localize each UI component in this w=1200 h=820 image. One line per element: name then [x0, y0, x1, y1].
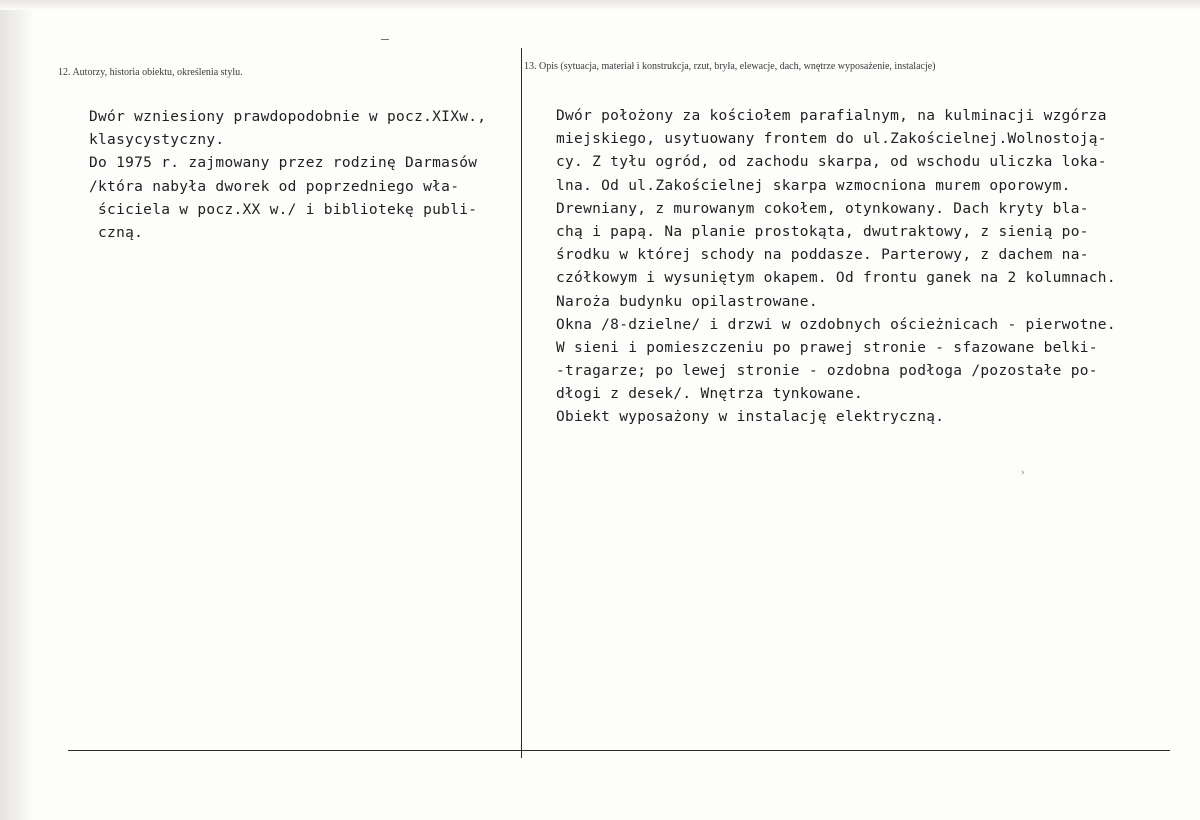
history-line: klasycystyczny. — [89, 132, 225, 149]
description-line: Dwór położony za kościołem parafialnym, na kulminacji wzgórza — [556, 108, 1107, 124]
description-line: -tragarze; po lewej stronie - ozdobna podłoga /pozostałe po- — [556, 363, 1098, 380]
description-line: cy. Z tyłu ogród, od zachodu skarpa, od wschodu uliczka loka- — [556, 154, 1107, 171]
description-line: W sieni i pomieszczeniu po prawej stronie - sfazowane belki- — [556, 339, 1098, 356]
description-line: środku w której schody na poddasze. Parterowy, z dachem na- — [556, 247, 1089, 264]
section-12-heading: 12. Autorzy, historia obiektu, określenia stylu. — [58, 67, 243, 78]
description-line: Obiekt wyposażony w instalację elektryczną. — [556, 409, 945, 426]
description-line: Drewniany, z murowanym cokołem, otynkowany. Dach kryty bla- — [556, 200, 1089, 217]
description-line: czółkowym i wysuniętym okapem. Od frontu ganek na 2 kolumnach. — [556, 270, 1116, 287]
section-13-heading: 13. Opis (sytuacja, materiał i konstrukcja, rzut, bryła, elewacje, dach, wnętrze wyposażenie, instalacje) — [524, 61, 936, 72]
sheet-top-edge — [0, 0, 1200, 10]
bottom-rule — [68, 750, 1170, 751]
sheet-edge-shadow — [0, 0, 34, 820]
description-line: chą i papą. Na planie prostokąta, dwutraktowy, z sienią po- — [556, 223, 1089, 240]
description-line: Naroża budynku opilastrowane. — [556, 293, 818, 310]
stray-ink-mark: › — [1021, 468, 1025, 478]
history-line: Do 1975 r. zajmowany przez rodzinę Darmasów — [89, 155, 478, 172]
column-divider — [521, 48, 522, 758]
description-line: lna. Od ul.Zakościelnej skarpa wzmocniona murem oporowym. — [556, 177, 1071, 194]
history-line: /która nabyła dworek od poprzedniego wła- — [89, 178, 460, 195]
description-line: dłogi z desek/. Wnętrza tynkowane. — [556, 386, 864, 403]
description-line: miejskiego, usytuowany frontem do ul.Zakościelnej.Wolnostoją- — [556, 131, 1107, 148]
history-line: ściciela w pocz.XX w./ i bibliotekę publi- — [89, 201, 478, 218]
description-line: Okna /8-dzielne/ i drzwi w ozdobnych ościeżnicach - pierwotne. — [556, 316, 1116, 333]
stray-mark — [381, 39, 389, 40]
history-line: Dwór wzniesiony prawdopodobnie w pocz.XIXw., — [89, 109, 487, 125]
description-text-block — [556, 105, 1116, 430]
history-text-block — [89, 106, 486, 245]
history-line: czną. — [89, 224, 144, 241]
